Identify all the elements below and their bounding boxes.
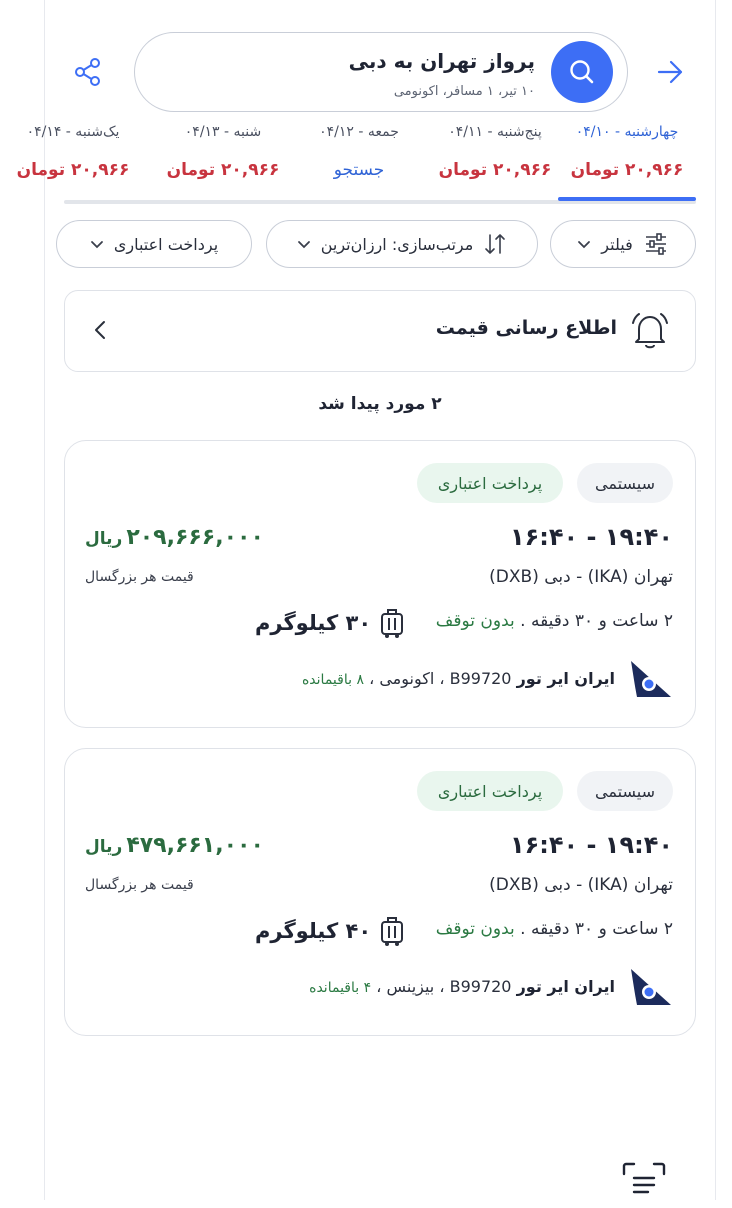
price-currency: ریال: [85, 837, 123, 857]
date-label: پنج‌شنبه - ۰۴/۱۱: [448, 124, 542, 140]
date-selector: [16, 118, 696, 204]
search-summary[interactable]: [134, 32, 628, 112]
flight-route: تهران (IKA) - دبی (DXB): [489, 875, 673, 895]
airline-logo: [627, 967, 673, 1007]
results-count: ۲ مورد پیدا شد: [318, 394, 442, 414]
flight-time: ۱۶:۴۰ - ۱۹:۴۰: [509, 523, 673, 551]
bell-icon: [629, 309, 671, 357]
stops-text: بدون توقف: [435, 611, 515, 631]
date-tab[interactable]: [558, 118, 696, 200]
filter-label: فیلتر: [601, 234, 633, 254]
active-date-indicator: [558, 197, 696, 201]
luggage-icon: [379, 607, 405, 639]
stops-text: بدون توقف: [435, 919, 515, 939]
baggage-allowance: [255, 607, 405, 639]
price-note: قیمت هر بزرگسال: [85, 877, 194, 893]
search-icon: [567, 57, 597, 87]
date-tab[interactable]: [426, 118, 564, 200]
scan-icon[interactable]: [620, 1160, 668, 1208]
flight-time: ۱۶:۴۰ - ۱۹:۴۰: [509, 831, 673, 859]
credit-payment-badge: پرداخت اعتباری: [417, 771, 563, 811]
seats-remaining: ۸ باقیمانده: [301, 672, 364, 688]
price-currency: ریال: [85, 529, 123, 549]
flight-card[interactable]: [64, 748, 696, 1036]
date-search-link[interactable]: جستجو: [333, 160, 385, 180]
date-price: ۲۰,۹۶۶ تومان: [166, 160, 280, 180]
price-amount: ۲۰۹,۶۶۶,۰۰۰: [126, 525, 264, 550]
airline-name: ایران ایر تور: [516, 977, 615, 996]
credit-payment-label: پرداخت اعتباری: [113, 234, 219, 254]
date-label: شنبه - ۰۴/۱۳: [184, 124, 262, 140]
duration-text: ۲ ساعت و ۳۰ دقیقه: [530, 611, 673, 631]
system-badge: سیستمی: [577, 463, 673, 503]
airline-info: [302, 669, 615, 688]
arrow-right-icon[interactable]: [648, 50, 692, 94]
date-label: جمعه - ۰۴/۱۲: [319, 124, 399, 140]
chevron-down-icon: [297, 237, 311, 251]
date-tab[interactable]: [290, 118, 428, 200]
airline-logo: [627, 659, 673, 699]
price-alert-row[interactable]: [64, 290, 696, 372]
flight-price: [85, 833, 264, 858]
date-price: ۲۰,۹۶۶ تومان: [438, 160, 552, 180]
filter-bar: [64, 220, 696, 270]
flight-duration: ۲ ساعت و ۳۰ دقیقه . بدون توقف: [435, 919, 673, 939]
date-label: یک‌شنبه - ۰۴/۱۴: [26, 124, 120, 140]
flight-number: B99720: [449, 977, 512, 996]
date-label: چهارشنبه - ۰۴/۱۰: [575, 124, 679, 140]
sort-icon: [483, 232, 507, 256]
system-badge: سیستمی: [577, 771, 673, 811]
cabin-class: ، اکونومی ،: [369, 669, 445, 688]
price-alert-label: اطلاع رسانی قیمت: [435, 317, 617, 339]
share-icon[interactable]: [66, 50, 110, 94]
seats-remaining: ۴ باقیمانده: [309, 980, 372, 996]
route-title: پرواز تهران به دبی: [348, 49, 535, 73]
date-price: ۲۰,۹۶۶ تومان: [570, 160, 684, 180]
baggage-text: ۴۰ کیلوگرم: [255, 919, 372, 943]
flight-card[interactable]: [64, 440, 696, 728]
sort-button[interactable]: [266, 220, 538, 268]
duration-text: ۲ ساعت و ۳۰ دقیقه: [530, 919, 673, 939]
flight-number: B99720: [449, 669, 512, 688]
sort-label: مرتب‌سازی: ارزان‌ترین: [320, 234, 474, 254]
flight-route: تهران (IKA) - دبی (DXB): [489, 567, 673, 587]
date-tab[interactable]: [4, 118, 142, 200]
chevron-down-icon: [577, 237, 591, 251]
price-note: قیمت هر بزرگسال: [85, 569, 194, 585]
chevron-down-icon: [90, 237, 104, 251]
flight-duration: ۲ ساعت و ۳۰ دقیقه . بدون توقف: [435, 611, 673, 631]
date-tab[interactable]: [154, 118, 292, 200]
credit-payment-filter[interactable]: [56, 220, 252, 268]
search-details: ۱۰ تیر، ۱ مسافر، اکونومی: [393, 84, 535, 99]
airline-name: ایران ایر تور: [516, 669, 615, 688]
luggage-icon: [379, 915, 405, 947]
credit-payment-badge: پرداخت اعتباری: [417, 463, 563, 503]
search-button[interactable]: [551, 41, 613, 103]
filter-icon: [643, 232, 669, 256]
filter-button[interactable]: [550, 220, 696, 268]
chevron-left-icon: [91, 319, 111, 345]
flight-price: [85, 525, 264, 550]
baggage-allowance: [255, 915, 405, 947]
price-amount: ۴۷۹,۶۶۱,۰۰۰: [126, 833, 264, 858]
baggage-text: ۳۰ کیلوگرم: [255, 611, 372, 635]
date-price: ۲۰,۹۶۶ تومان: [16, 160, 130, 180]
airline-info: [309, 977, 615, 996]
cabin-class: ، بیزینس ،: [376, 977, 445, 996]
